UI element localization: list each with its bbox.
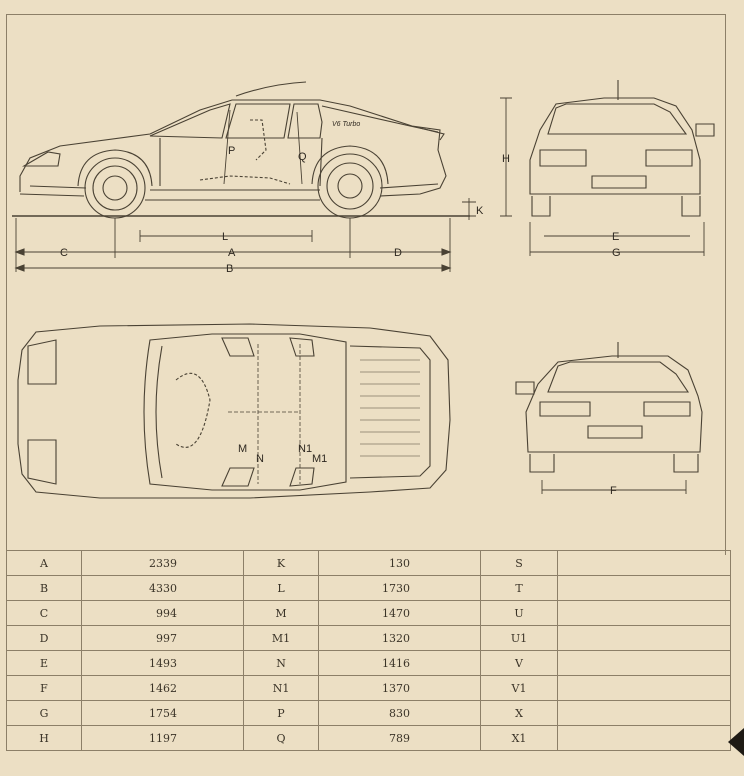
label-q: Q (298, 151, 307, 163)
value-cell: 4330 (82, 576, 244, 601)
label-k: K (476, 205, 484, 217)
key-cell: C (7, 601, 82, 626)
label-l: L (222, 231, 229, 243)
key-cell: D (7, 626, 82, 651)
rear-view (500, 80, 714, 256)
label-n: N (256, 453, 264, 465)
table-row (7, 626, 731, 651)
key-cell: K (244, 551, 319, 576)
front-view (516, 342, 702, 494)
table-row (7, 701, 731, 726)
label-d: D (394, 247, 402, 259)
badge-side: V6 Turbo (332, 121, 361, 128)
key-cell: U1 (481, 626, 558, 651)
table-row (7, 576, 731, 601)
key-cell: S (481, 551, 558, 576)
key-cell: F (7, 676, 82, 701)
label-f: F (610, 485, 617, 497)
key-cell: N1 (244, 676, 319, 701)
value-cell: 1470 (319, 601, 481, 626)
empty-cell (558, 676, 731, 701)
key-cell: T (481, 576, 558, 601)
label-p: P (228, 145, 236, 157)
empty-cell (558, 701, 731, 726)
label-b: B (226, 263, 234, 275)
value-cell: 1416 (319, 651, 481, 676)
key-cell: V1 (481, 676, 558, 701)
value-cell: 997 (82, 626, 244, 651)
table-row (7, 601, 731, 626)
empty-cell (558, 651, 731, 676)
empty-cell (558, 576, 731, 601)
value-cell: 1730 (319, 576, 481, 601)
key-cell: M (244, 601, 319, 626)
page-corner-arrow-icon (728, 728, 744, 756)
label-e: E (612, 231, 620, 243)
value-cell: 1754 (82, 701, 244, 726)
table-row (7, 551, 731, 576)
table-row (7, 726, 731, 751)
table-row (7, 676, 731, 701)
value-cell: 1197 (82, 726, 244, 751)
key-cell: U (481, 601, 558, 626)
dimensions-table (6, 550, 731, 751)
key-cell: P (244, 701, 319, 726)
empty-cell (558, 626, 731, 651)
empty-cell (558, 601, 731, 626)
label-h: H (502, 153, 510, 165)
label-m: M (238, 443, 248, 455)
value-cell: 1320 (319, 626, 481, 651)
label-n1: N1 (298, 443, 313, 455)
empty-cell (558, 551, 731, 576)
value-cell: 1370 (319, 676, 481, 701)
label-g: G (612, 247, 621, 259)
key-cell: Q (244, 726, 319, 751)
value-cell: 130 (319, 551, 481, 576)
value-cell: 830 (319, 701, 481, 726)
key-cell: H (7, 726, 82, 751)
key-cell: N (244, 651, 319, 676)
key-cell: X (481, 701, 558, 726)
value-cell: 994 (82, 601, 244, 626)
label-a: A (228, 247, 236, 259)
top-view (18, 324, 450, 498)
key-cell: A (7, 551, 82, 576)
label-c: C (60, 247, 68, 259)
key-cell: M1 (244, 626, 319, 651)
side-view (12, 82, 476, 272)
key-cell: B (7, 576, 82, 601)
table-row (7, 651, 731, 676)
key-cell: X1 (481, 726, 558, 751)
key-cell: E (7, 651, 82, 676)
key-cell: G (7, 701, 82, 726)
value-cell: 789 (319, 726, 481, 751)
value-cell: 1462 (82, 676, 244, 701)
key-cell: V (481, 651, 558, 676)
value-cell: 1493 (82, 651, 244, 676)
value-cell: 2339 (82, 551, 244, 576)
empty-cell (558, 726, 731, 751)
label-m1: M1 (312, 453, 328, 465)
key-cell: L (244, 576, 319, 601)
